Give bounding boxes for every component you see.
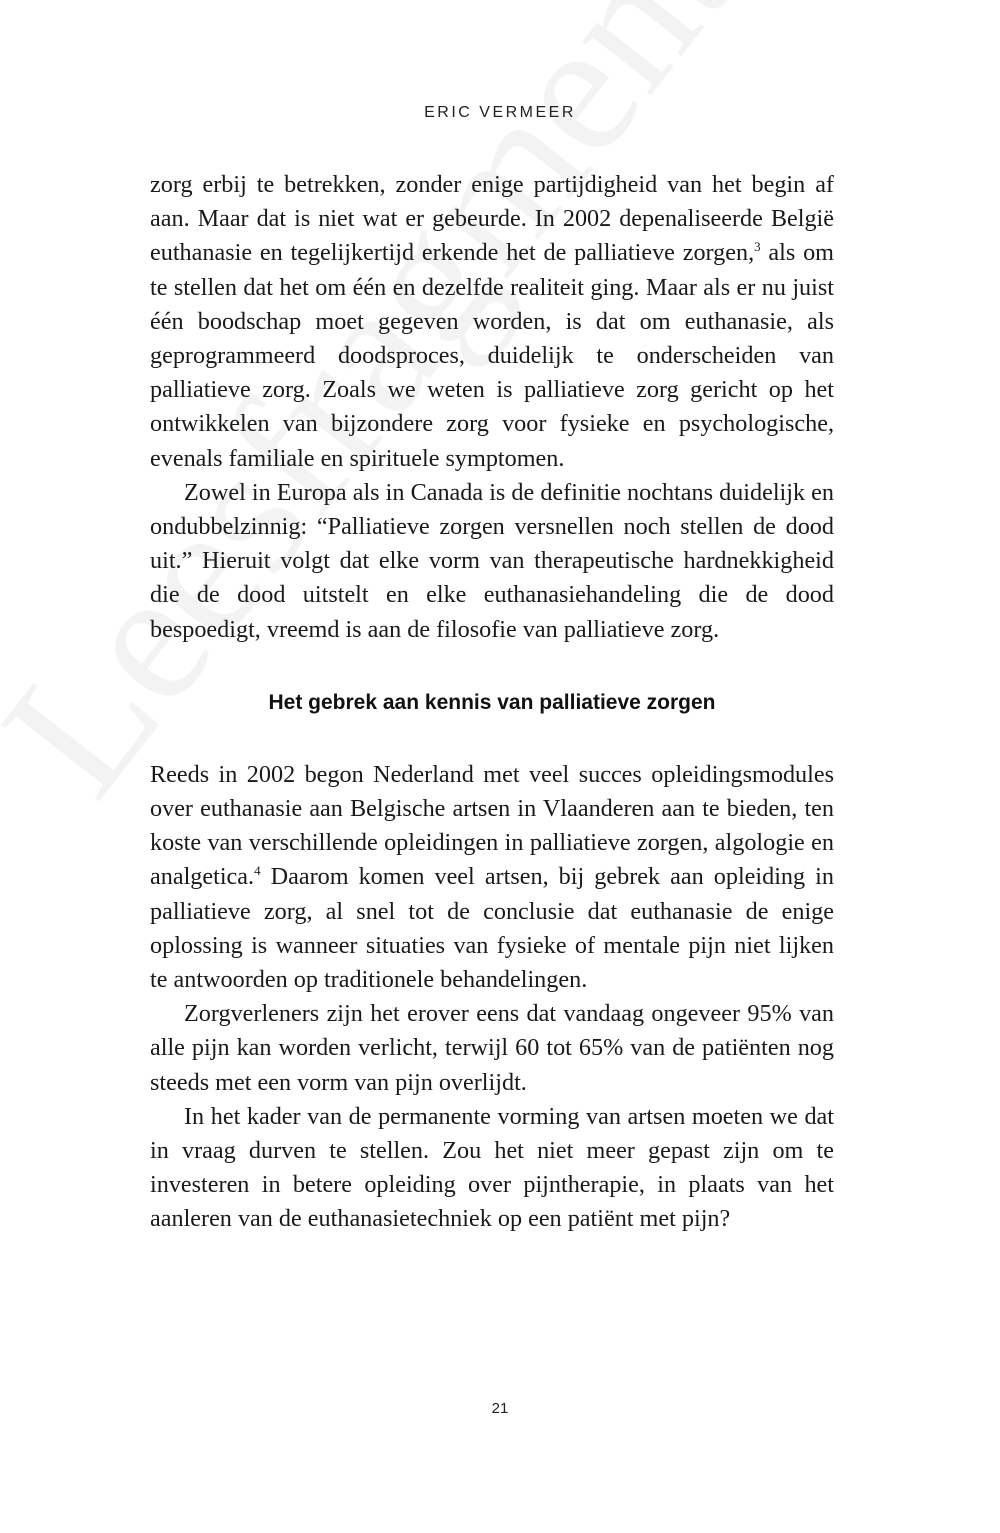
paragraph-2: Zowel in Europa als in Canada is de definitie nochtans duidelijk en ondubbelzinnig: “Palliatieve zorgen versnellen noch stellen de dood uit.” Hieruit volgt dat elke vorm van therapeutische hardnekkigheid die de dood uitstelt en elke euthanasiehandeling die de dood bespoedigt, vreemd is aan de filosofie van palliatieve zorg. xyxy=(150,478,834,643)
paragraph-3-part-a: Reeds in 2002 begon Nederland met veel succes opleidingsmodules over euthanasie aan Belgische artsen in Vlaanderen aan te bieden, ten koste van verschillende opleidingen in palliatieve zorgen, algologie en analgetica. xyxy=(150,760,834,891)
body-text xyxy=(150,168,834,1237)
paragraph-1-part-a: zorg erbij te betrekken, zonder enige partijdigheid van het begin af aan. Maar dat is niet wat er gebeurde. In 2002 depenaliseerde België euthanasie en tegelijkertijd erkende het de palliatieve zorgen, xyxy=(150,171,834,267)
paragraph-3 xyxy=(150,758,834,997)
paragraph-4: Zorgverleners zijn het erover eens dat vandaag ongeveer 95% van alle pijn kan worden verlicht, terwijl 60 tot 65% van de patiënten nog steeds met een vorm van pijn overlijdt. xyxy=(150,1000,834,1096)
section-heading: Het gebrek aan kennis van palliatieve zorgen xyxy=(268,690,716,714)
footnote-ref-4[interactable]: 4 xyxy=(254,863,261,879)
paragraph-5: In het kader van de permanente vorming van artsen moeten we dat in vraag durven te stellen. Zou het niet meer gepast zijn om te investeren in betere opleiding over pijntherapie, in plaats van het aanleren van de euthanasietechniek op een patiënt met pijn? xyxy=(150,1102,834,1233)
page-number: 21 xyxy=(491,1400,509,1417)
paragraph-1-part-b: als om te stellen dat het om één en dezelfde realiteit ging. Maar als er nu juist één boodschap moet gegeven worden, is dat om euthanasie, als geprogrammeerd doodsproces, duidelijk te onderscheiden van palliatieve zorg. Zoals we weten is palliatieve zorg gericht op het ontwikkelen van bijzondere zorg voor fysieke en psychologische, evenals familiale en spirituele symptomen. xyxy=(150,239,834,472)
footnote-ref-3[interactable]: 3 xyxy=(754,239,761,255)
paragraph-1 xyxy=(150,168,834,476)
running-head: ERIC VERMEER xyxy=(424,104,576,121)
paragraph-3-part-b: Daarom komen veel artsen, bij gebrek aan opleiding in palliatieve zorg, al snel tot de conclusie dat euthanasie de enige oplossing is wanneer situaties van fysieke of mentale pijn niet lijken te antwoorden op traditionele behandelingen. xyxy=(150,863,834,994)
